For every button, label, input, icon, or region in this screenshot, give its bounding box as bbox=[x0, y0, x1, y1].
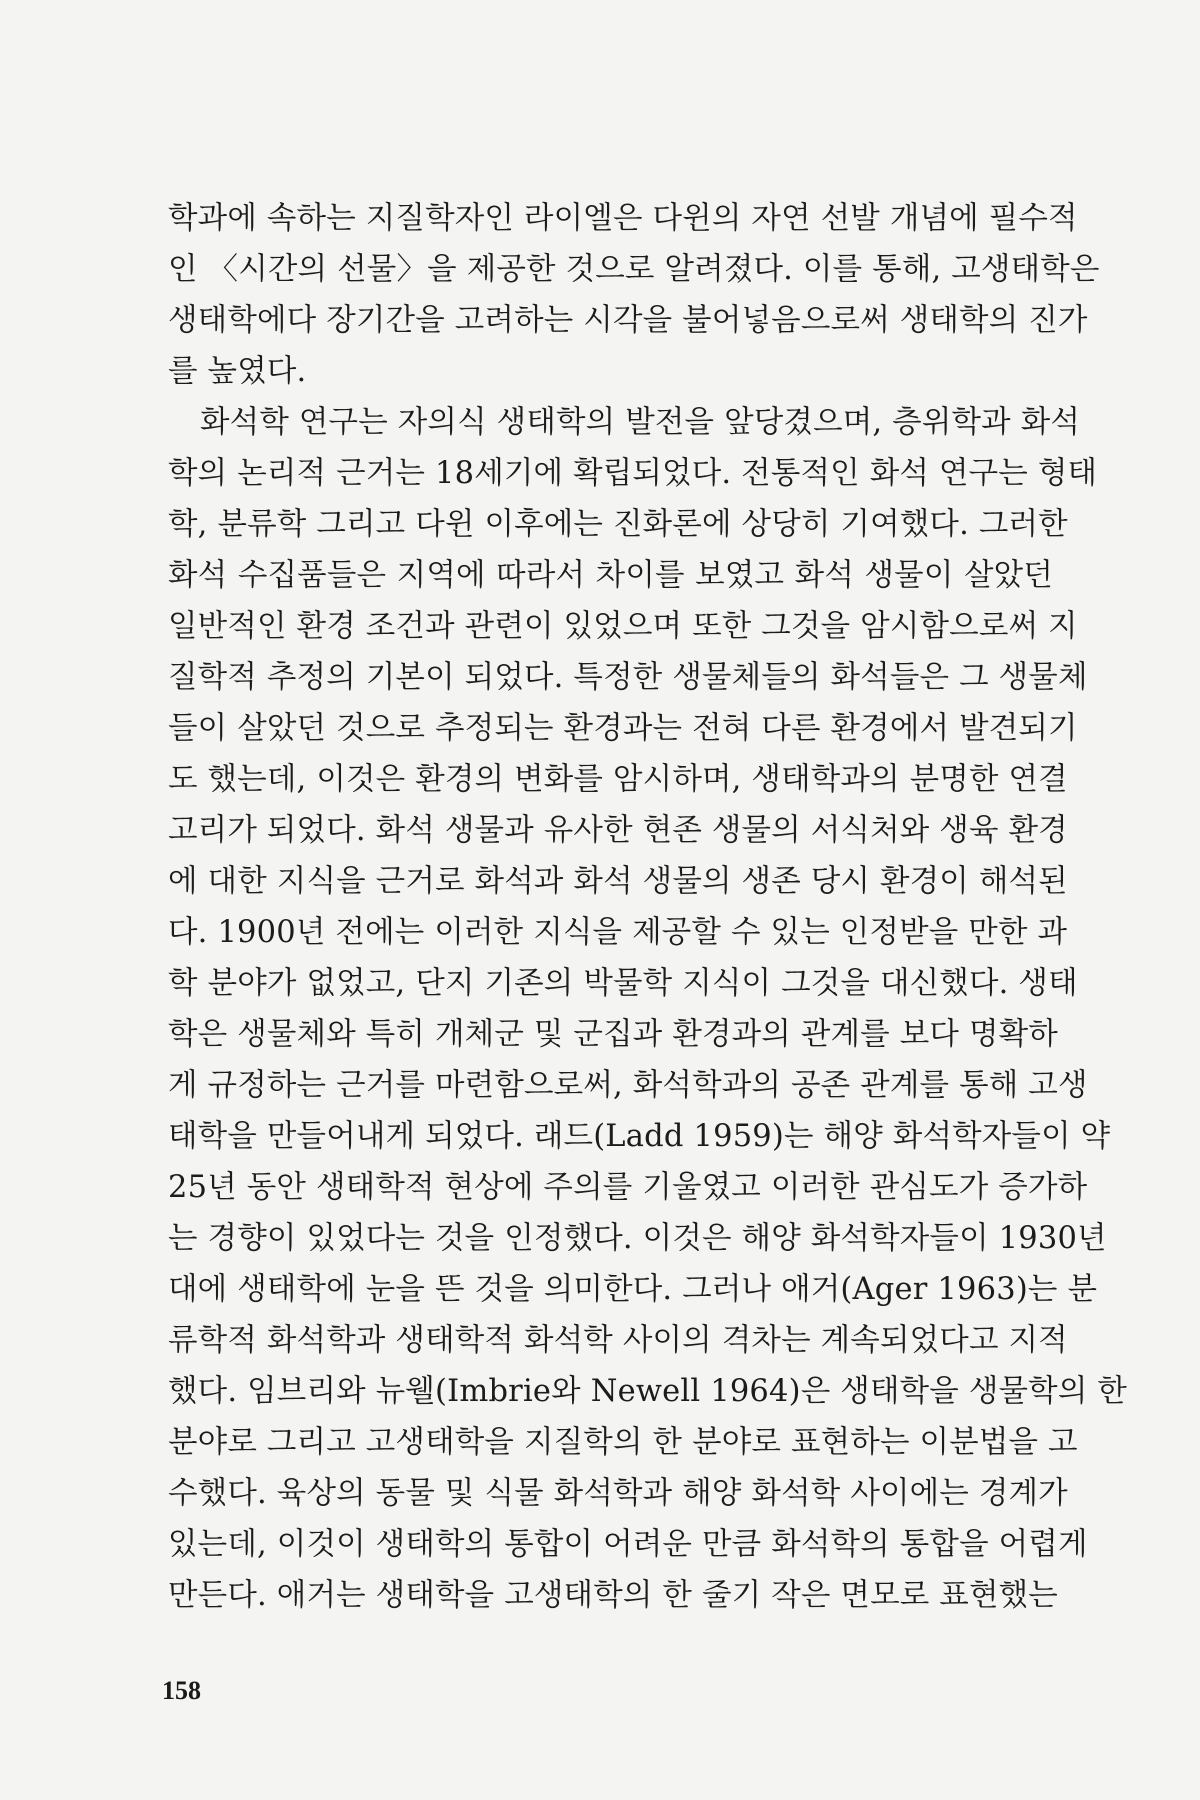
text-line: 있는데, 이것이 생태학의 통합이 어려운 만큼 화석학의 통합을 어렵게 bbox=[168, 1527, 1088, 1562]
text-line: 학은 생물체와 특히 개체군 및 군집과 환경과의 관계를 보다 명확하 bbox=[168, 1017, 1058, 1052]
text-line: 화석학 연구는 자의식 생태학의 발전을 앞당겼으며, 층위학과 화석 bbox=[200, 405, 1081, 440]
text-line: 들이 살았던 것으로 추정되는 환경과는 전혀 다른 환경에서 발견되기 bbox=[168, 711, 1078, 746]
text-line: 25년 동안 생태학적 현상에 주의를 기울였고 이러한 관심도가 증가하 bbox=[168, 1170, 1088, 1205]
text-line: 수했다. 육상의 동물 및 식물 화석학과 해양 화석학 사이에는 경계가 bbox=[168, 1476, 1068, 1511]
text-line: 에 대한 지식을 근거로 화석과 화석 생물의 생존 당시 환경이 해석된 bbox=[168, 864, 1068, 899]
text-line: 학의 논리적 근거는 18세기에 확립되었다. 전통적인 화석 연구는 형태 bbox=[168, 456, 1098, 491]
text-line: 만든다. 애거는 생태학을 고생태학의 한 줄기 작은 면모로 표현했는 bbox=[168, 1578, 1058, 1613]
text-line: 다. 1900년 전에는 이러한 지식을 제공할 수 있는 인정받을 만한 과 bbox=[168, 915, 1068, 950]
text-line: 분야로 그리고 고생태학을 지질학의 한 분야로 표현하는 이분법을 고 bbox=[168, 1425, 1078, 1460]
text-line: 화석 수집품들은 지역에 따라서 차이를 보였고 화석 생물이 살았던 bbox=[168, 558, 1053, 593]
text-line: 류학적 화석학과 생태학적 화석학 사이의 격차는 계속되었다고 지적 bbox=[168, 1323, 1068, 1358]
text-line: 일반적인 환경 조건과 관련이 있었으며 또한 그것을 암시함으로써 지 bbox=[168, 609, 1078, 644]
paragraph-2 bbox=[168, 397, 1128, 1621]
text-line: 인 〈시간의 선물〉을 제공한 것으로 알려졌다. 이를 통해, 고생태학은 bbox=[168, 252, 1100, 287]
text-line: 질학적 추정의 기본이 되었다. 특정한 생물체들의 화석들은 그 생물체 bbox=[168, 660, 1088, 695]
text-line: 를 높였다. bbox=[168, 354, 307, 389]
page-number: 158 bbox=[162, 1676, 201, 1705]
text-line: 대에 생태학에 눈을 뜬 것을 의미한다. 그러나 애거(Ager 1963)는 분 bbox=[168, 1272, 1098, 1307]
text-line: 생태학에다 장기간을 고려하는 시각을 불어넣음으로써 생태학의 진가 bbox=[168, 303, 1088, 338]
text-line: 학 분야가 없었고, 단지 기존의 박물학 지식이 그것을 대신했다. 생태 bbox=[168, 966, 1078, 1001]
text-line: 학과에 속하는 지질학자인 라이엘은 다윈의 자연 선발 개념에 필수적 bbox=[168, 201, 1078, 236]
text-line: 게 규정하는 근거를 마련함으로써, 화석학과의 공존 관계를 통해 고생 bbox=[168, 1068, 1088, 1103]
body-text bbox=[168, 193, 1128, 1621]
text-line: 도 했는데, 이것은 환경의 변화를 암시하며, 생태학과의 분명한 연결 bbox=[168, 762, 1068, 797]
text-line: 고리가 되었다. 화석 생물과 유사한 현존 생물의 서식처와 생육 환경 bbox=[168, 813, 1068, 848]
text-line: 했다. 임브리와 뉴웰(Imbrie와 Newell 1964)은 생태학을 생물학의 한 bbox=[168, 1374, 1128, 1409]
paragraph-1 bbox=[168, 193, 1100, 397]
text-line: 태학을 만들어내게 되었다. 래드(Ladd 1959)는 해양 화석학자들이 약 bbox=[168, 1119, 1111, 1154]
text-line: 는 경향이 있었다는 것을 인정했다. 이것은 해양 화석학자들이 1930년 bbox=[168, 1221, 1107, 1256]
text-line: 학, 분류학 그리고 다윈 이후에는 진화론에 상당히 기여했다. 그러한 bbox=[168, 507, 1068, 542]
